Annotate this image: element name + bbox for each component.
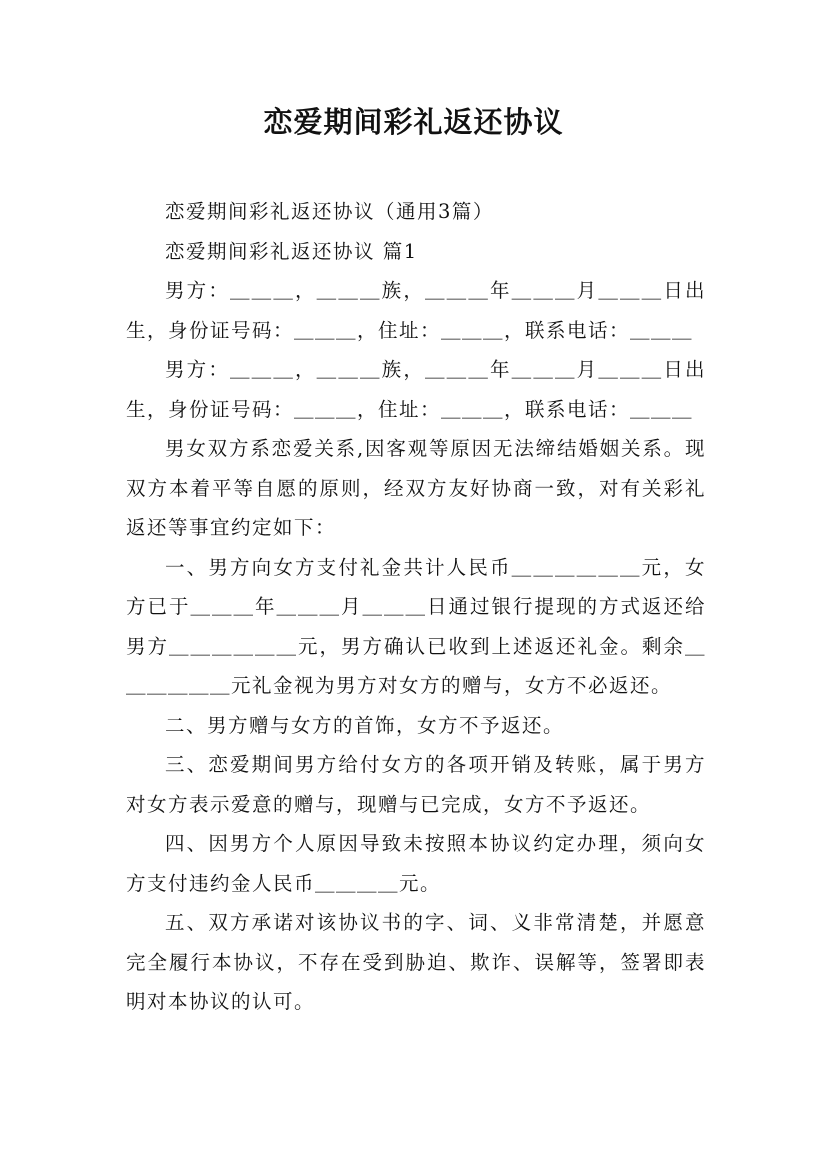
clause-paragraph: 一、男方向女方支付礼金共计人民币＿＿＿＿＿＿元，女方已于＿＿＿年＿＿＿月＿＿＿日通过银行提现的方式返还给男方＿＿＿＿＿＿元，男方确认已收到上述返还礼金。剩余＿＿＿＿＿＿元礼金视为男方对女方的赠与，女方不必返还。 [126, 555, 706, 697]
document-body [126, 192, 706, 1022]
party-info-paragraph: 男方：＿＿＿，＿＿＿族，＿＿＿年＿＿＿月＿＿＿日出生，身份证号码：＿＿＿，住址：＿＿＿，联系电话：＿＿＿ [126, 358, 706, 421]
clause-paragraph: 四、因男方个人原因导致未按照本协议约定办理，须向女方支付违约金人民币＿＿＿＿元。 [126, 832, 706, 895]
subtitle-paragraph: 恋爱期间彩礼返还协议（通用3篇） [165, 200, 494, 223]
clause-paragraph: 五、双方承诺对该协议书的字、词、义非常清楚，并愿意完全履行本协议，不存在受到胁迫、欺诈、误解等，签署即表明对本协议的认可。 [126, 911, 706, 1013]
clause-paragraph: 二、男方赠与女方的首饰，女方不予返还。 [165, 713, 565, 737]
party-info-paragraph: 男方：＿＿＿，＿＿＿族，＿＿＿年＿＿＿月＿＿＿日出生，身份证号码：＿＿＿，住址：＿＿＿，联系电话：＿＿＿ [126, 279, 706, 342]
preamble-paragraph: 男女双方系恋爱关系,因客观等原因无法缔结婚姻关系。现双方本着平等自愿的原则，经双方友好协商一致，对有关彩礼返还等事宜约定如下： [126, 437, 706, 539]
document-title: 恋爱期间彩礼返还协议 [263, 105, 564, 139]
clause-paragraph: 三、恋爱期间男方给付女方的各项开销及转账，属于男方对女方表示爱意的赠与，现赠与已完成，女方不予返还。 [126, 753, 706, 816]
section-heading: 恋爱期间彩礼返还协议 篇1 [165, 239, 418, 263]
